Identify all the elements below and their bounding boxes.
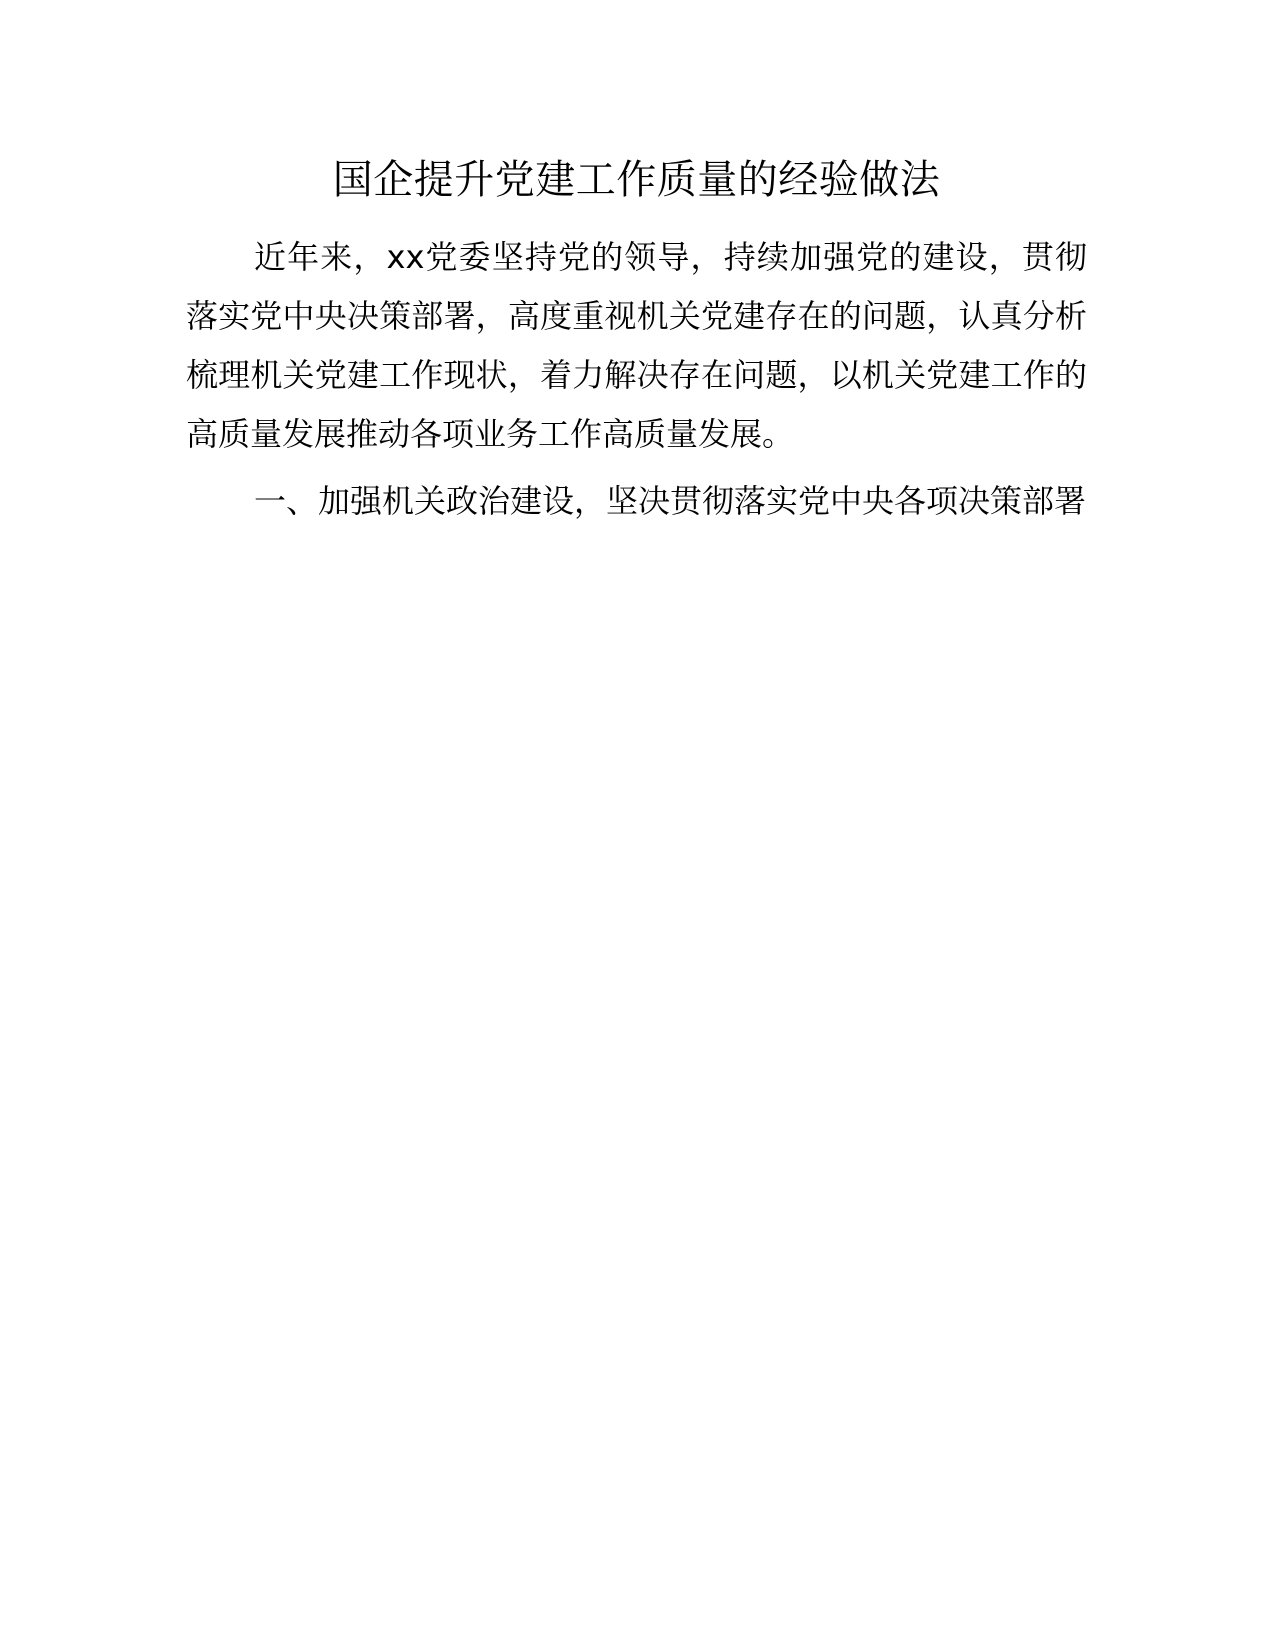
section-heading-1: 一、加强机关政治建设，坚决贯彻落实党中央各项决策部署 [254, 482, 1087, 520]
intro-paragraph: 近年来，xx党委坚持党的领导，持续加强党的建设，贯彻落实党中央决策部署，高度重视机关党建存在的问题，认真分析梳理机关党建工作现状，着力解决存在问题，以机关党建工作的高质量发展推动各项业务工作高质量发展。 [186, 238, 1087, 453]
document-title: 国企提升党建工作质量的经验做法 [332, 157, 941, 203]
